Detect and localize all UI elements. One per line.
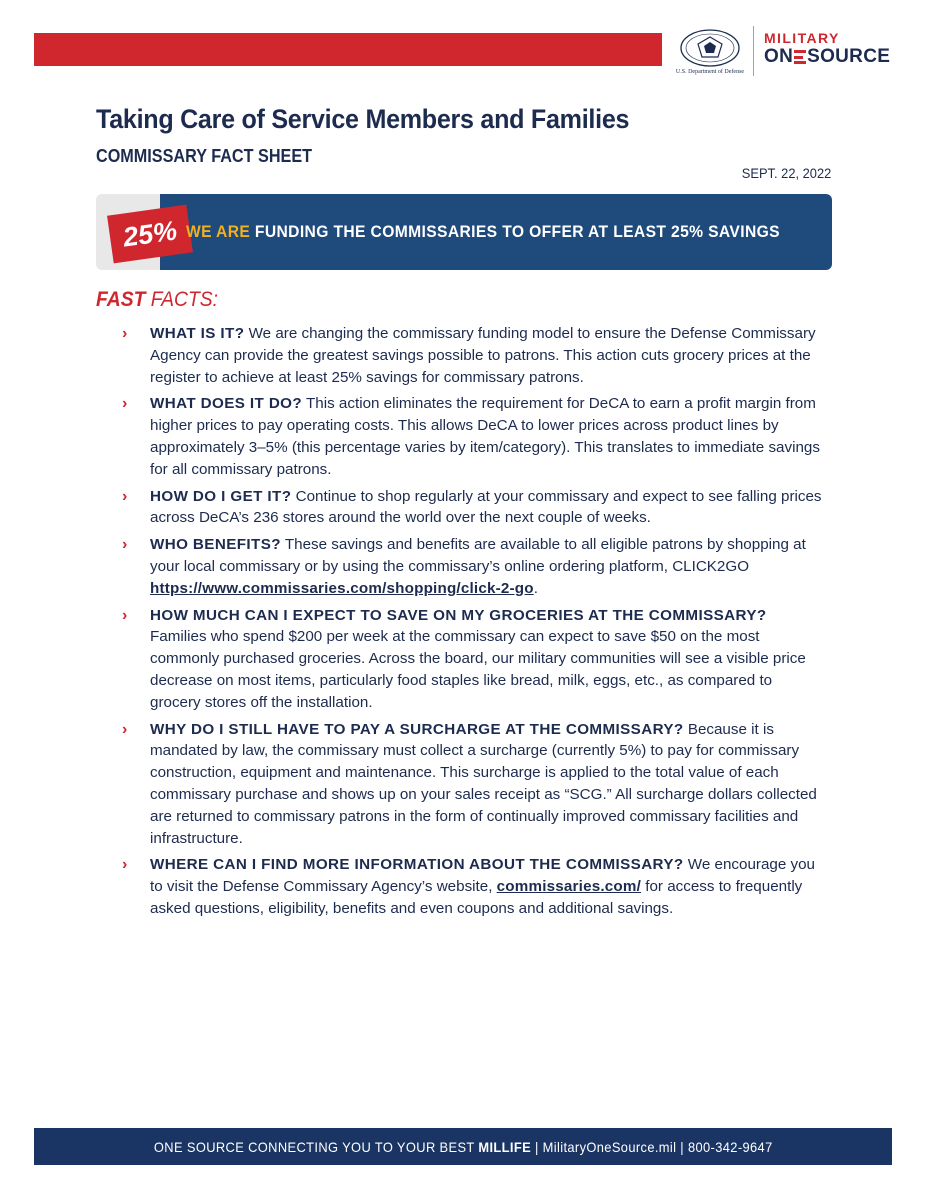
page-title: Taking Care of Service Members and Families bbox=[96, 104, 630, 134]
fact-body: Families who spend $200 per week at the commissary can expect to save $50 on the most commonly purchased groceries. Across the board, our military communities will see a visible price decrease on most items, particularly food staples like bread, milk, eggs, etc., as compared to grocery stores off the installation. bbox=[150, 628, 806, 711]
commissaries-link[interactable]: commissaries.com/ bbox=[496, 878, 642, 896]
fact-item bbox=[122, 605, 822, 714]
header-red-bar bbox=[34, 33, 662, 66]
banner-accent-text: WE ARE bbox=[186, 222, 251, 241]
fact-after: . bbox=[533, 579, 538, 597]
chevron-right-icon: › bbox=[122, 856, 128, 874]
facts-list bbox=[122, 323, 822, 925]
fact-heading: WHY DO I STILL HAVE TO PAY A SURCHARGE AT THE COMMISSARY? bbox=[150, 720, 684, 738]
fact-body: This action eliminates the requirement for DeCA to earn a profit margin from higher prices to pay operating costs. This allows DeCA to lower prices across product lines by approximately 3–5% (this percentage varies by item/category). This translates to immediate savings for all commissary patrons. bbox=[150, 395, 820, 478]
publish-date: SEPT. 22, 2022 bbox=[741, 165, 831, 181]
fact-item bbox=[122, 393, 822, 480]
footer-text bbox=[154, 1139, 773, 1155]
fast-facts-heading bbox=[96, 288, 218, 312]
logo-onesource bbox=[764, 46, 890, 68]
fact-body: These savings and benefits are available to all eligible patrons by shopping at your local commissary or by using the commissary’s online ordering platform, CLICK2GO bbox=[150, 536, 806, 575]
footer-brand: MILLIFE bbox=[478, 1138, 531, 1155]
savings-badge: 25% bbox=[107, 205, 193, 264]
footer-suffix: | MilitaryOneSource.mil | 800-342-9647 bbox=[530, 1138, 773, 1155]
footer-prefix: ONE SOURCE CONNECTING YOU TO YOUR BEST bbox=[153, 1138, 479, 1155]
fact-item bbox=[122, 534, 822, 599]
chevron-right-icon: › bbox=[122, 395, 128, 413]
chevron-right-icon: › bbox=[122, 325, 128, 342]
click2go-link[interactable]: https://www.commissaries.com/shopping/click-2-go bbox=[150, 579, 534, 597]
dod-seal-icon bbox=[679, 28, 741, 68]
fast-facts-bold: FAST bbox=[96, 288, 146, 311]
fact-heading: WHERE CAN I FIND MORE INFORMATION ABOUT THE COMMISSARY? bbox=[150, 856, 684, 874]
logo-e-bars-icon bbox=[794, 50, 806, 64]
fact-item bbox=[122, 719, 822, 850]
fact-heading: WHAT IS IT? bbox=[150, 325, 245, 342]
fact-heading: HOW MUCH CAN I EXPECT TO SAVE ON MY GROCERIES AT THE COMMISSARY? bbox=[150, 606, 767, 624]
logo-one-suffix: SOURCE bbox=[807, 46, 891, 67]
banner-message-panel bbox=[160, 194, 832, 270]
fact-body: Continue to shop regularly at your commissary and expect to see falling prices across DeCA’s 236 stores around the world over the next couple of weeks. bbox=[150, 487, 822, 527]
logo-one-prefix: ON bbox=[764, 46, 794, 67]
fact-item bbox=[122, 323, 822, 388]
logo-military-text: MILITARY bbox=[764, 30, 840, 46]
banner-main-text: FUNDING THE COMMISSARIES TO OFFER AT LEAST 25% SAVINGS bbox=[250, 222, 781, 241]
logo-divider bbox=[753, 26, 754, 76]
fact-after: for access to frequently asked questions, eligibility, benefits and even coupons and additional savings. bbox=[150, 878, 803, 917]
savings-banner bbox=[96, 194, 832, 270]
fact-item bbox=[122, 854, 822, 919]
fact-body: We are changing the commissary funding model to ensure the Defense Commissary Agency can provide the greatest savings possible to patrons. This action cuts grocery prices at the register to achieve at least 25% savings for commissary patrons. bbox=[150, 325, 816, 386]
fast-facts-rest: FACTS: bbox=[145, 288, 219, 311]
fact-item bbox=[122, 486, 822, 530]
footer-bar bbox=[34, 1128, 892, 1165]
page-subtitle: COMMISSARY FACT SHEET bbox=[96, 146, 313, 166]
fact-heading: WHO BENEFITS? bbox=[150, 536, 281, 554]
fact-heading: WHAT DOES IT DO? bbox=[150, 395, 303, 413]
banner-badge-panel bbox=[96, 194, 179, 270]
fact-body: We encourage you to visit the Defense Commissary Agency’s website, bbox=[150, 856, 816, 896]
dod-caption: U.S. Department of Defense bbox=[675, 69, 745, 75]
fact-heading: HOW DO I GET IT? bbox=[150, 487, 292, 505]
chevron-right-icon: › bbox=[122, 606, 128, 624]
banner-message bbox=[186, 222, 780, 242]
chevron-right-icon: › bbox=[122, 720, 128, 738]
fact-body: Because it is mandated by law, the commissary must collect a surcharge (currently 5%) to pay for commissary construction, equipment and maintenance. This surcharge is applied to the total value of each commissary purchase and shows up on your sales receipt as “SCG.” All surcharge dollars collected are returned to commissary patrons in the form of continually improved commissary facilities and infrastructure. bbox=[150, 720, 817, 847]
chevron-right-icon: › bbox=[122, 487, 128, 505]
chevron-right-icon: › bbox=[122, 536, 128, 554]
